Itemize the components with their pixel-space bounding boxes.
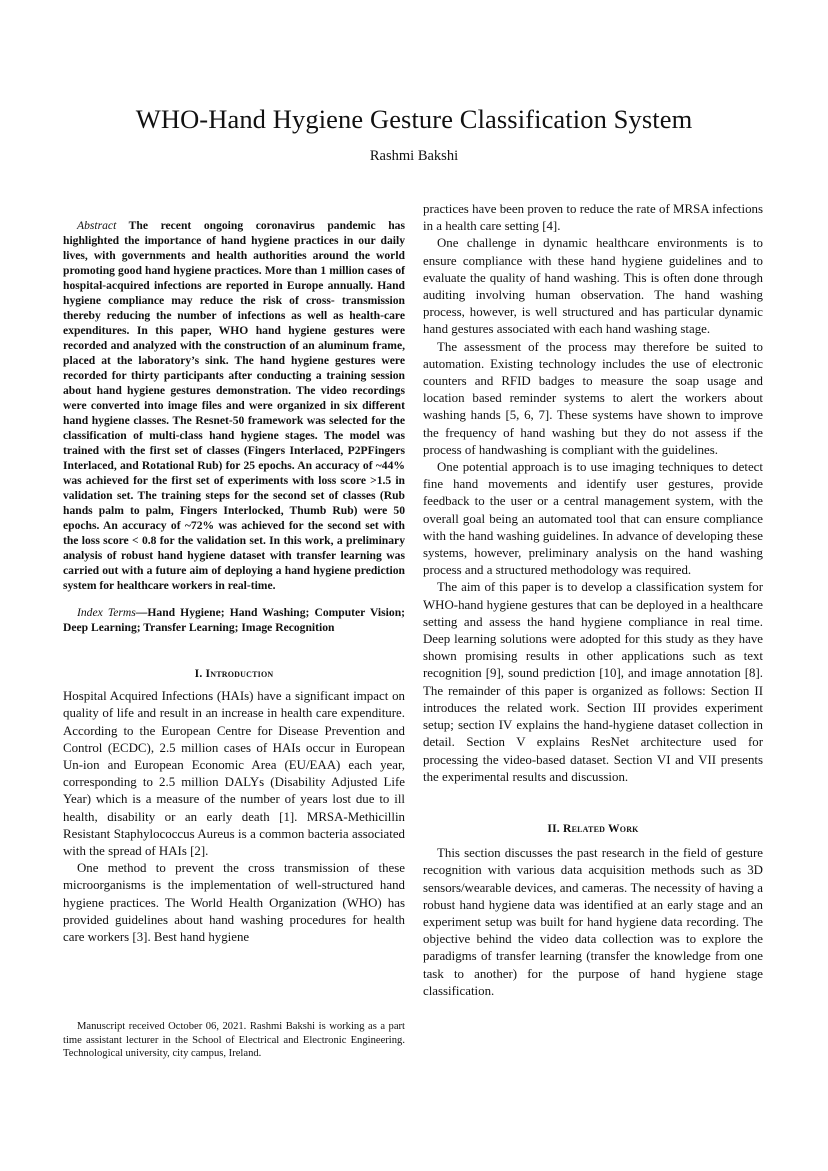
abstract-text: The recent ongoing coronavirus pandemic has highlighted the importance of hand hygiene practices in our daily lives, with governments and health authorities around the world promoting good hand hygiene practices. More than 1 million cases of hospital-acquired infections are reported in Europe annually. Hand hygiene compliance may reduce the risk of cross- transmission thereby reducing the number of infections as well as health-care expenditures. In this paper, WHO hand hygiene gestures were recorded and analyzed with the construction of an aluminum frame, placed at the laboratory’s sink. The hand hygiene gestures were recorded for thirty participants after conducting a training session about hand hygiene gestures demonstration. The video recordings were converted into image files and were organized in six different hand hygiene classes. The Resnet-50 framework was selected for the classification of multi-class hand hygiene stages. The model was trained with the first set of classes (Fingers Interlaced, P2PFingers Interlaced, and Rotational Rub) for 25 epochs. An accuracy of ~44% was achieved for the first set of experiments with loss score >1.5 in validation set. The training steps for the second set of classes (Rub hands palm to palm, Fingers Interlocked, Thumb Rub) were 50 epochs. An accuracy of ~72% was achieved for the second set with the loss score < 0.8 for the validation set. In this work, a preliminary analysis of robust hand hygiene dataset with transfer learning was carried out with a future aim of deploying a hand hygiene prediction system for healthcare workers in real-time. — [63, 219, 405, 592]
right-column — [423, 201, 763, 1000]
intro-paragraph-3: practices have been proven to reduce the rate of MRSA infections in a health care setting [4]. — [423, 202, 763, 234]
intro-paragraph-5: The assessment of the process may therefore be suited to automation. Existing technology includes the use of electronic counters and RFID badges to measure the soap usage and location based reminder systems to alert the workers about washing hands [5, 6, 7]. These systems have shown to improve the frequency of hand washing but they do not assess if the process of handwashing is compliant with the guidelines. — [423, 339, 763, 457]
index-terms — [63, 605, 405, 635]
section-heading-introduction — [63, 665, 405, 682]
section-numeral: I. — [194, 667, 203, 680]
author-name: Rashmi Bakshi — [369, 148, 459, 164]
intro-paragraph-2: One method to prevent the cross transmission of these microorganisms is the implementation of well-structured hand hygiene practices. The World Health Organization (WHO) has provided guidelines about hand washing procedures for health care workers [3]. Best hand hygiene — [63, 861, 405, 945]
index-terms-lead: Index Terms — [77, 606, 136, 619]
intro-paragraph-7: The aim of this paper is to develop a classification system for WHO-hand hygiene gestures that can be deployed in a healthcare setting and assess the hand hygiene compliance in real time. Deep learning solutions were adopted for this study as they have shown promising results in other applications such as text recognition [9], sound prediction [10], and image annotation [8]. The remainder of this paper is organized as follows: Section II introduces the related work. Section III provides experiment setup; section IV explains the hand-hygiene dataset collection in detail. Section V explains ResNet architecture used for processing the video-based dataset. Section VI and VII presents the experimental results and discussion. — [423, 580, 763, 784]
left-column — [63, 218, 405, 946]
section-title: Introduction — [205, 667, 274, 680]
abstract — [63, 218, 405, 593]
paper-title: WHO-Hand Hygiene Gesture Classification System — [135, 103, 693, 134]
intro-paragraph-1: Hospital Acquired Infections (HAIs) have a significant impact on quality of life and result in an increase in health care expenditure. According to the European Centre for Disease Prevention and Control (ECDC), 2.5 million cases of HAIs occur in European Un-ion and European Economic Area (EU/EAA) each year, corresponding to 2.5 million DALYs (Disability Adjusted Life Year) which is a measure of the number of years lost due to ill health, disability or an early death [1]. MRSA-Methicillin Resistant Staphylococcus Aureus is a common bacteria associated with the spread of HAIs [2]. — [63, 689, 405, 859]
related-work-paragraph-1: This section discusses the past research in the field of gesture recognition with various data acquisition methods such as 3D sensors/wearable devices, and cameras. The necessity of having a robust hand hygiene data was identified at an early stage and an experiment setup was built for hand hygiene data recording. The objective behind the video data collection was to explore the paradigms of transfer learning (transfer the knowledge from one task to another) for the purpose of hand hygiene stage classification. — [423, 846, 763, 998]
section-title: Related Work — [563, 821, 639, 835]
section-numeral: II. — [547, 821, 560, 835]
index-terms-text: —Hand Hygiene; Hand Washing; Computer Vision; Deep Learning; Transfer Learning; Image Recognition — [63, 606, 405, 634]
abstract-lead: Abstract — [77, 219, 117, 232]
intro-paragraph-6: One potential approach is to use imaging techniques to detect fine hand movements and identify user gestures, provide feedback to the user or a central management system, with the overall goal being an automated tool that can ensure compliance with the hand washing guidelines. In advance of developing these systems, however, preliminary analysis on the hand washing process and a structured methodology was required. — [423, 460, 763, 578]
footnote: Manuscript received October 06, 2021. Rashmi Bakshi is working as a part time assistant lecturer in the School of Electrical and Electronic Engineering. Technological university, city campus, Ireland. — [63, 1021, 405, 1060]
intro-paragraph-4: One challenge in dynamic healthcare environments is to ensure compliance with these hand hygiene guidelines and to evaluate the quality of hand washing. This is often done through auditing involving human observation. The hand washing process, however, is well structured and has particular dynamic hand gestures associated with each hand washing stage. — [423, 236, 763, 337]
section-heading-related-work — [423, 820, 763, 837]
